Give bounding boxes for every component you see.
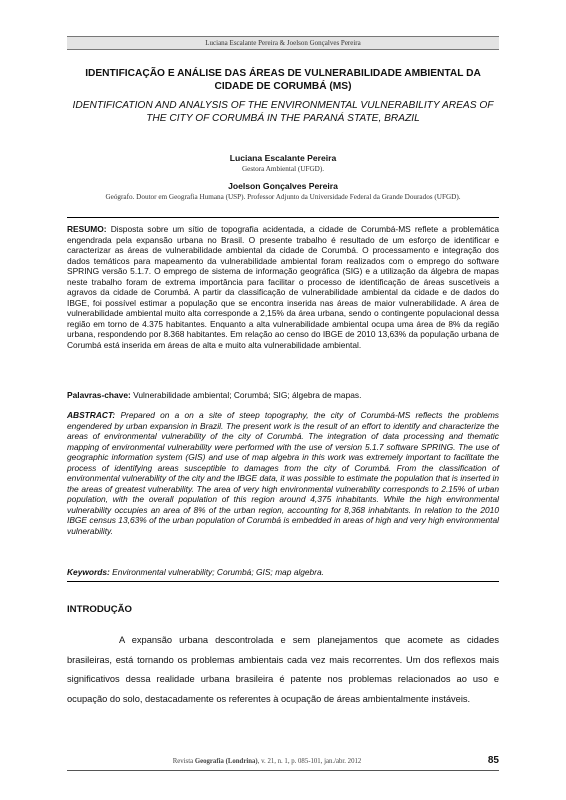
palavras-chave-text: Vulnerabilidade ambiental; Corumbá; SIG; álgebra de mapas. bbox=[133, 390, 362, 400]
footer-citation bbox=[67, 758, 467, 765]
keywords-block bbox=[67, 567, 499, 578]
resumo-label: RESUMO: bbox=[67, 224, 107, 234]
footer-cite-prefix: Revista bbox=[172, 758, 195, 765]
article-title-english: IDENTIFICATION AND ANALYSIS OF THE ENVIRONMENTAL VULNERABILITY AREAS OF THE CITY OF CORUMBÁ IN THE PARANÁ STATE, BRAZIL bbox=[72, 100, 494, 124]
abstract-top-rule bbox=[67, 217, 499, 218]
footer-cite-suffix: , v. 21, n. 1, p. 085-101, jan./abr. 2012 bbox=[257, 758, 362, 765]
footer-rule bbox=[67, 770, 499, 771]
resumo-block bbox=[67, 224, 499, 351]
keywords-text: Environmental vulnerability; Corumbá; GIS; map algebra. bbox=[112, 567, 324, 577]
resumo-text: Disposta sobre um sítio de topografia acidentada, a cidade de Corumbá-MS reflete a problemática engendrada pela expansão urbana no Brasil. O presente trabalho é resultado de um esforço de identificar e caracterizar as áreas de vulnerabilidade ambiental da cidade de Corumbá. O processamento e integração dos dados temáticos para mapeamento da vulnerabilidade ambiental foram realizados com o emprego do software SPRING versão 5.1.7. O emprego de sistema de informação geográfica (SIG) e a utilização da álgebra de mapas neste trabalho foram de extrema importância para facilitar o processo de identificação de áreas suscetíveis a agravos da cidade de Corumbá. A partir da classificação de vulnerabilidade ambiental da cidade e de dados do IBGE, foi possível estimar a população que se encontra inserida nas áreas de maior vulnerabilidade. A área de vulnerabilidade ambiental muito alta corresponde a 2,15% da área urbana, sendo o contingente populacional dessa região em torno de 4.375 habitantes. Enquanto a alta vulnerabilidade ambiental ocupa uma área de 8% da região urbana, respondendo por 8.368 habitantes. Em relação ao censo do IBGE de 2010 13,63% da população urbana de Corumbá está inserida em áreas de alta e muito alta vulnerabilidade ambiental. bbox=[67, 224, 499, 351]
author-1-name: Luciana Escalante Pereira bbox=[229, 153, 337, 163]
abstract-block bbox=[67, 410, 499, 537]
running-header bbox=[67, 36, 499, 50]
abstract-bottom-rule bbox=[67, 581, 499, 582]
palavras-chave-label: Palavras-chave: bbox=[67, 390, 131, 400]
page-number: 85 bbox=[487, 755, 499, 766]
running-header-authors: Luciana Escalante Pereira & Joelson Gonçalves Pereira bbox=[205, 39, 361, 47]
introducao-paragraph: A expansão urbana descontrolada e sem planejamentos que acomete as cidades brasileiras, está tornando os problemas ambientais cada vez mais recorrentes. Um dos reflexos mais significativos dessa realidade urbana brasileira é patente nos problemas relacionados ao uso e ocupação do solo, destacadamente os referentes à ocupação de áreas ambientalmente instáveis. bbox=[67, 635, 499, 704]
article-title-portuguese: IDENTIFICAÇÃO E ANÁLISE DAS ÁREAS DE VULNERABILIDADE AMBIENTAL DA CIDADE DE CORUMBÁ (MS) bbox=[85, 68, 481, 92]
keywords-label: Keywords: bbox=[67, 567, 110, 577]
author-2-name: Joelson Gonçalves Pereira bbox=[228, 181, 338, 191]
author-1-affiliation: Gestora Ambiental (UFGD). bbox=[241, 165, 325, 173]
abstract-label: ABSTRACT: bbox=[67, 410, 116, 420]
abstract-text: Prepared on a on a site of steep topography, the city of Corumbá-MS reflects the problems engendered by urban expansion in Brazil. The present work is the result of an effort to identify and characterize the areas of environmental vulnerability of the city of Corumbá. The integration of data processing and thematic mapping of environmental vulnerability were performed with the use of version 5.1.7 software SPRING. The use of geographic information system (GIS) and use of map algebra in this work was extremely important to facilitate the process of identifying areas susceptible to damages from the city of Corumbá. From the classification of environmental vulnerability of the city and the IBGE data, it was possible to estimate the population that is inserted in the areas of greatest vulnerability. The area of very high environmental vulnerability corresponds to 2.15% of urban population, with the overall population of this region around 4,375 inhabitants. While the high environmental vulnerability occupies an area of 8% of the urban region, accounting for 8,368 inhabitants. In relation to the 2010 IBGE census 13,63% of the urban population of Corumbá is embedded in areas of high and very high environmental vulnerability. bbox=[67, 410, 499, 537]
section-heading-introducao: INTRODUÇÃO bbox=[67, 604, 133, 615]
author-2-affiliation: Geógrafo. Doutor em Geografia Humana (USP). Professor Adjunto da Universidade Federal da Grande Dourados (UFGD). bbox=[105, 193, 461, 201]
palavras-chave-block bbox=[67, 390, 499, 401]
footer-journal-name: Geografia (Londrina) bbox=[194, 758, 258, 765]
